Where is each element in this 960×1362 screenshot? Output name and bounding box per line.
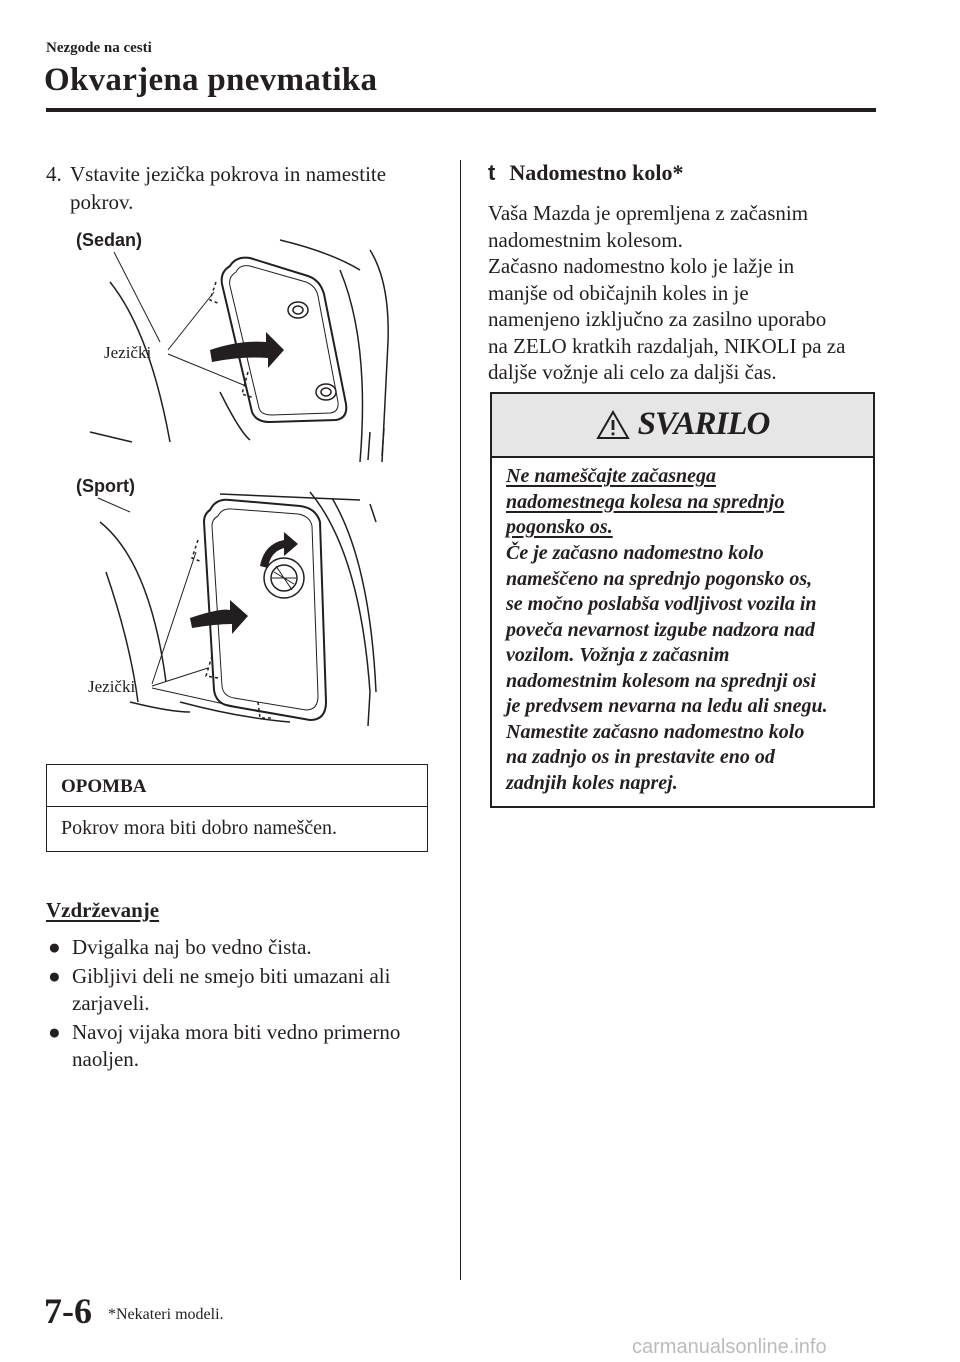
section-label: Nezgode na cesti <box>46 40 152 56</box>
step-text: Vstavite jezička pokrova in namestite pokrov. <box>70 162 387 214</box>
spare-wheel-heading <box>488 160 684 186</box>
page-title: Okvarjena pnevmatika <box>44 62 378 98</box>
warning-lead: Ne nameščajte začasnega nadomestnega kolesa na sprednjo pogonsko os. <box>506 465 785 538</box>
heading-marker-icon: t <box>488 160 496 185</box>
note-text: Pokrov mora biti dobro nameščen. <box>61 817 338 839</box>
list-item: ● Dvigalka naj bo vedno čista. <box>48 935 312 959</box>
maintenance-heading: Vzdrževanje <box>46 898 160 922</box>
warning-title: SVARILO <box>637 406 770 442</box>
sport-callout: Jezički <box>88 677 136 696</box>
step-number: 4. <box>46 162 62 186</box>
note-heading: OPOMBA <box>61 776 147 797</box>
column-divider <box>460 160 461 1280</box>
sedan-callout: Jezički <box>104 343 152 362</box>
warning-triangle-icon <box>596 410 630 440</box>
warning-header <box>492 394 873 458</box>
bullet-icon: ● <box>48 964 61 988</box>
note-box <box>46 764 428 852</box>
sedan-label: (Sedan) <box>76 230 143 250</box>
bullet-icon: ● <box>48 935 61 959</box>
list-item: ● Gibljivi deli ne smejo biti umazani ali zarjaveli. <box>48 964 391 1015</box>
list-item: ● Navoj vijaka mora biti vedno primerno naoljen. <box>48 1020 401 1071</box>
cover-illustration <box>70 222 450 732</box>
note-header <box>47 765 427 807</box>
page-number: 7-6 <box>44 1291 92 1331</box>
sport-label: (Sport) <box>76 476 135 496</box>
step-4 <box>46 160 446 216</box>
maintenance-list <box>46 934 446 1075</box>
watermark: carmanualsonline.info <box>632 1336 827 1358</box>
heading-text: Nadomestno kolo* <box>509 160 684 185</box>
spare-wheel-description: Vaša Mazda je opremljena z začasnim nadomestnim kolesom. Začasno nadomestno kolo je lažje in manjše od običajnih koles in je namenjeno izključno za zasilno uporabo na ZELO kratkih razdaljah, NIKOLI pa za daljše vožnje ali celo za daljši čas. <box>488 201 846 384</box>
title-rule <box>46 108 876 112</box>
bullet-icon: ● <box>48 1020 61 1044</box>
warning-text: Če je začasno nadomestno kolo nameščeno na sprednjo pogonsko os, se močno poslabša vodljivost vozila in poveča nevarnost izgube nadzora nad vozilom. Vožnja z začasnim nadomestnim kolesom na sprednji osi je predvsem nevarna na ledu ali snegu. Namestite začasno nadomestno kolo na zadnjo os in prestavite eno od zadnjih koles naprej. <box>506 542 828 794</box>
warning-box <box>490 392 875 808</box>
footnote: *Nekateri modeli. <box>108 1306 224 1323</box>
